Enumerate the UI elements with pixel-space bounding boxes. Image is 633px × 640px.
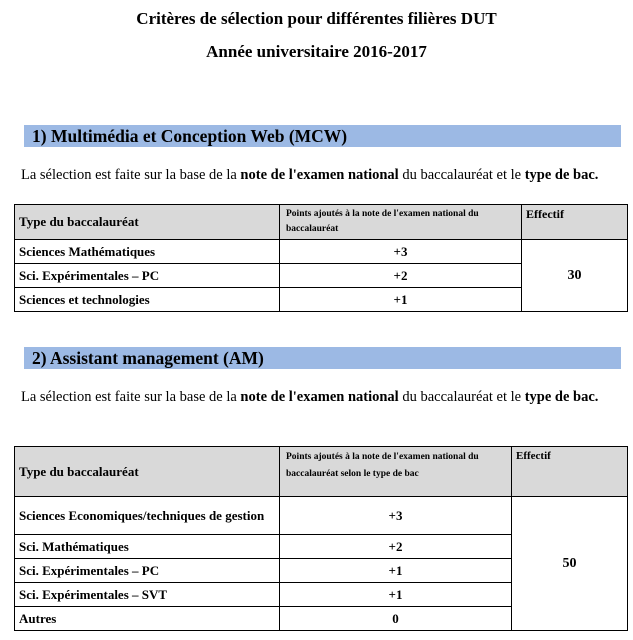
page-subtitle: Année universitaire 2016-2017 bbox=[206, 42, 427, 61]
table-row-type: Sci. Expérimentales – SVT bbox=[15, 583, 280, 607]
section-heading-am: 2) Assistant management (AM) bbox=[24, 347, 621, 369]
effectif-value: 30 bbox=[522, 240, 628, 312]
criteria-table-am bbox=[14, 446, 628, 631]
table-row-points: +1 bbox=[280, 559, 512, 583]
col-header-points: Points ajoutés à la note de l'examen national du baccalauréat selon le type de bac bbox=[280, 447, 512, 497]
table-row-type: Sciences Economiques/techniques de gestion bbox=[15, 497, 280, 535]
col-header-type: Type du baccalauréat bbox=[15, 205, 280, 240]
section-intro-am: La sélection est faite sur la base de la note de l'examen national du baccalauréat et le type de bac. bbox=[21, 389, 599, 405]
table-row-points: +3 bbox=[280, 240, 522, 264]
table-row-points: +2 bbox=[280, 535, 512, 559]
table-row-points: +2 bbox=[280, 264, 522, 288]
table-row-type: Sci. Mathématiques bbox=[15, 535, 280, 559]
criteria-table-mcw bbox=[14, 204, 628, 312]
effectif-value: 50 bbox=[512, 497, 628, 631]
col-header-points: Points ajoutés à la note de l'examen national du baccalauréat bbox=[280, 205, 522, 240]
table-row-points: +3 bbox=[280, 497, 512, 535]
table-row-points: +1 bbox=[280, 288, 522, 312]
col-header-type: Type du baccalauréat bbox=[15, 447, 280, 497]
table-row-type: Autres bbox=[15, 607, 280, 631]
table-row-points: 0 bbox=[280, 607, 512, 631]
table-row-type: Sciences et technologies bbox=[15, 288, 280, 312]
table-row-points: +1 bbox=[280, 583, 512, 607]
page-title: Critères de sélection pour différentes filières DUT bbox=[136, 9, 497, 28]
table-row-type: Sciences Mathématiques bbox=[15, 240, 280, 264]
table-row-type: Sci. Expérimentales – PC bbox=[15, 264, 280, 288]
col-header-effectif: Effectif bbox=[512, 447, 628, 497]
table-row-type: Sci. Expérimentales – PC bbox=[15, 559, 280, 583]
section-intro-mcw: La sélection est faite sur la base de la note de l'examen national du baccalauréat et le type de bac. bbox=[21, 167, 599, 183]
section-heading-mcw: 1) Multimédia et Conception Web (MCW) bbox=[24, 125, 621, 147]
col-header-effectif: Effectif bbox=[522, 205, 628, 240]
